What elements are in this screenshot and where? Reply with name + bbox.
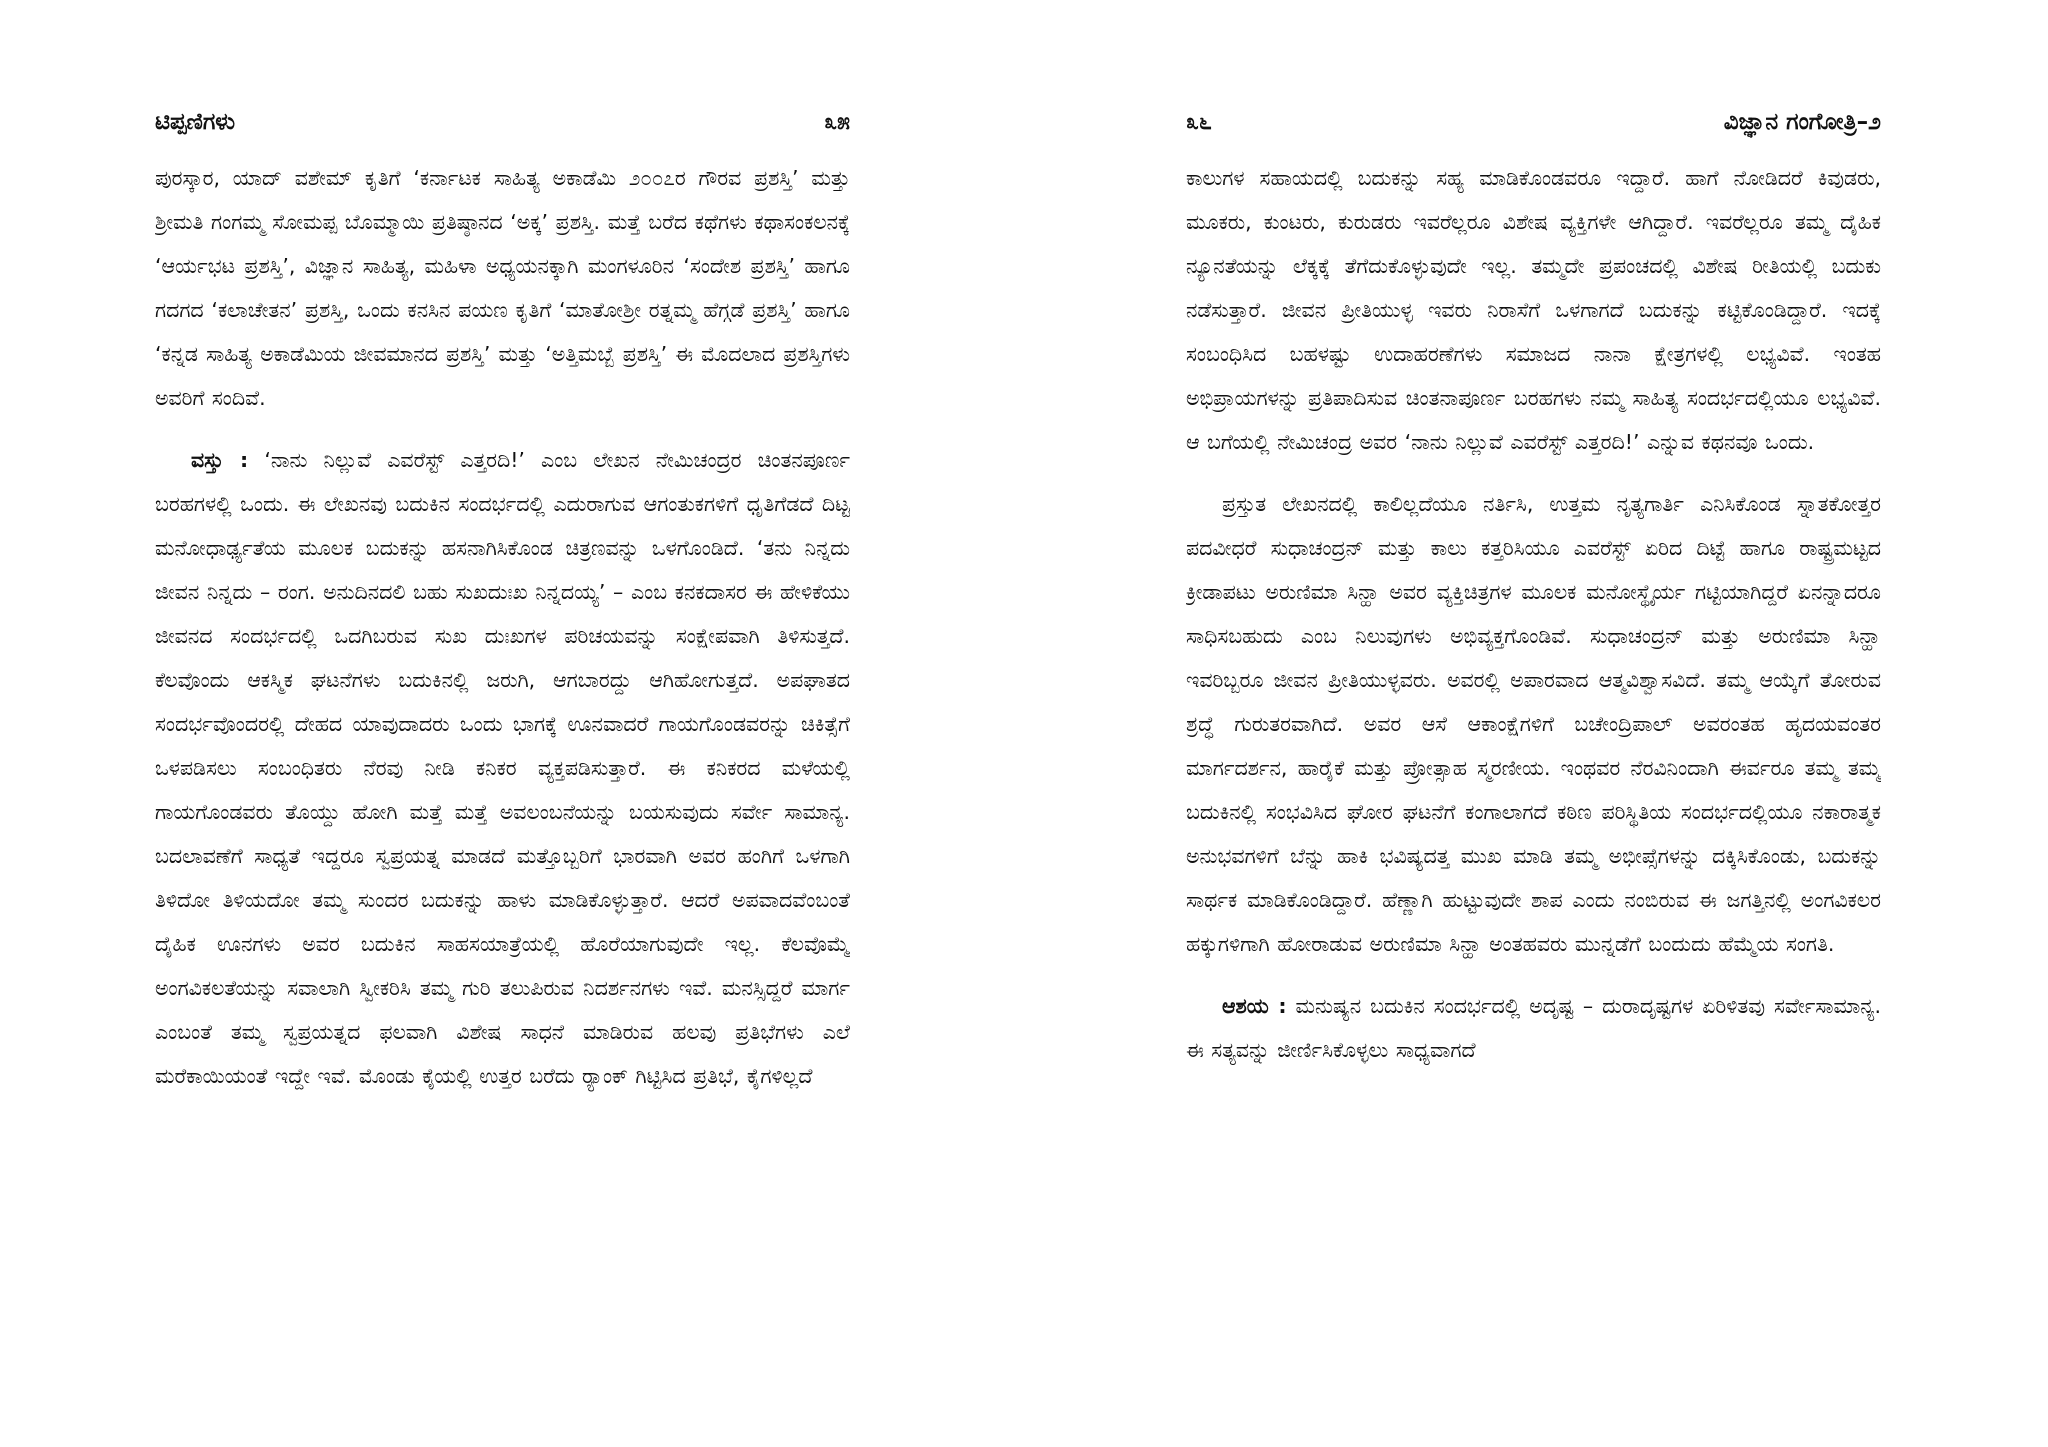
right-paragraph-3-text: ಮನುಷ್ಯನ ಬದುಕಿನ ಸಂದರ್ಭದಲ್ಲಿ ಅದೃಷ್ಟ – ದುರಾದೃಷ್ಟಗಳ ಏರಿಳಿತವು ಸರ್ವೇಸಾಮಾನ್ಯ. ಈ ಸತ್ಯವನ್ನು ಜೀರ್ಣಿಸಿಕೊಳ್ಳಲು ಸಾಧ್ಯವಾಗದೆ xyxy=(1186,994,1881,1062)
left-page xyxy=(155,104,850,1364)
right-page-number: ೩೬ xyxy=(1186,109,1212,135)
ashaya-label: ಆಶಯ : xyxy=(1222,994,1287,1018)
left-paragraph-2 xyxy=(155,438,850,1098)
vastu-label: ವಸ್ತು : xyxy=(191,448,249,472)
left-paragraph-1: ಪುರಸ್ಕಾರ, ಯಾದ್ ವಶೇಮ್ ಕೃತಿಗೆ ‘ಕರ್ನಾಟಕ ಸಾಹಿತ್ಯ ಅಕಾಡೆಮಿ ೨೦೦೭ರ ಗೌರವ ಪ್ರಶಸ್ತಿ’ ಮತ್ತು ಶ್ರೀಮತಿ ಗಂಗಮ್ಮ ಸೋಮಪ್ಪ ಬೊಮ್ಮಾಯಿ ಪ್ರತಿಷ್ಠಾನದ ‘ಅಕ್ಕ’ ಪ್ರಶಸ್ತಿ. ಮತ್ತೆ ಬರೆದ ಕಥೆಗಳು ಕಥಾಸಂಕಲನಕ್ಕೆ ‘ಆರ್ಯಭಟ ಪ್ರಶಸ್ತಿ’, ವಿಜ್ಞಾನ ಸಾಹಿತ್ಯ, ಮಹಿಳಾ ಅಧ್ಯಯನಕ್ಕಾಗಿ ಮಂಗಳೂರಿನ ‘ಸಂದೇಶ ಪ್ರಶಸ್ತಿ’ ಹಾಗೂ ಗದಗದ ‘ಕಲಾಚೇತನ’ ಪ್ರಶಸ್ತಿ, ಒಂದು ಕನಸಿನ ಪಯಣ ಕೃತಿಗೆ ‘ಮಾತೋಶ್ರೀ ರತ್ನಮ್ಮ ಹೆಗ್ಗಡೆ ಪ್ರಶಸ್ತಿ’ ಹಾಗೂ ‘ಕನ್ನಡ ಸಾಹಿತ್ಯ ಅಕಾಡೆಮಿಯ ಜೀವಮಾನದ ಪ್ರಶಸ್ತಿ’ ಮತ್ತು ‘ಅತ್ತಿಮಬ್ಬೆ ಪ್ರಶಸ್ತಿ’ ಈ ಮೊದಲಾದ ಪ್ರಶಸ್ತಿಗಳು ಅವರಿಗೆ ಸಂದಿವೆ. xyxy=(155,166,850,410)
left-page-header-title: ಟಿಪ್ಪಣಿಗಳು xyxy=(155,109,236,135)
left-paragraph-2-text: ‘ನಾನು ನಿಲ್ಲುವೆ ಎವರೆಸ್ಟ್ ಎತ್ತರದಿ!’ ಎಂಬ ಲೇಖನ ನೇಮಿಚಂದ್ರರ ಚಿಂತನಪೂರ್ಣ ಬರಹಗಳಲ್ಲಿ ಒಂದು. ಈ ಲೇಖನವು ಬದುಕಿನ ಸಂದರ್ಭದಲ್ಲಿ ಎದುರಾಗುವ ಆಗಂತುಕಗಳಿಗೆ ಧೃತಿಗೆಡದೆ ದಿಟ್ಟ ಮನೋಧಾರ್ಢ್ಯತೆಯ ಮೂಲಕ ಬದುಕನ್ನು ಹಸನಾಗಿಸಿಕೊಂಡ ಚಿತ್ರಣವನ್ನು ಒಳಗೊಂಡಿದೆ. ‘ತನು ನಿನ್ನದು ಜೀವನ ನಿನ್ನದು – ರಂಗ. ಅನುದಿನದಲಿ ಬಹು ಸುಖದುಃಖ ನಿನ್ನದಯ್ಯ’ – ಎಂಬ ಕನಕದಾಸರ ಈ ಹೇಳಿಕೆಯು ಜೀವನದ ಸಂದರ್ಭದಲ್ಲಿ ಒದಗಿಬರುವ ಸುಖ ದುಃಖಗಳ ಪರಿಚಯವನ್ನು ಸಂಕ್ಷೇಪವಾಗಿ ತಿಳಿಸುತ್ತದೆ. ಕೆಲವೊಂದು ಆಕಸ್ಮಿಕ ಘಟನೆಗಳು ಬದುಕಿನಲ್ಲಿ ಜರುಗಿ, ಆಗಬಾರದ್ದು ಆಗಿಹೋಗುತ್ತದೆ. ಅಪಘಾತದ ಸಂದರ್ಭವೊಂದರಲ್ಲಿ ದೇಹದ ಯಾವುದಾದರು ಒಂದು ಭಾಗಕ್ಕೆ ಊನವಾದರೆ ಗಾಯಗೊಂಡವರನ್ನು ಚಿಕಿತ್ಸೆಗೆ ಒಳಪಡಿಸಲು ಸಂಬಂಧಿತರು ನೆರವು ನೀಡಿ ಕನಿಕರ ವ್ಯಕ್ತಪಡಿಸುತ್ತಾರೆ. ಈ ಕನಿಕರದ ಮಳೆಯಲ್ಲಿ ಗಾಯಗೊಂಡವರು ತೊಯ್ದು ಹೋಗಿ ಮತ್ತೆ ಮತ್ತೆ ಅವಲಂಬನೆಯನ್ನು ಬಯಸುವುದು ಸರ್ವೇ ಸಾಮಾನ್ಯ. ಬದಲಾವಣೆಗೆ ಸಾಧ್ಯತೆ ಇದ್ದರೂ ಸ್ವಪ್ರಯತ್ನ ಮಾಡದೆ ಮತ್ತೊಬ್ಬರಿಗೆ ಭಾರವಾಗಿ ಅವರ ಹಂಗಿಗೆ ಒಳಗಾಗಿ ತಿಳಿದೋ ತಿಳಿಯದೋ ತಮ್ಮ ಸುಂದರ ಬದುಕನ್ನು ಹಾಳು ಮಾಡಿಕೊಳ್ಳುತ್ತಾರೆ. ಆದರೆ ಅಪವಾದವೆಂಬಂತೆ ದೈಹಿಕ ಊನಗಳು ಅವರ ಬದುಕಿನ ಸಾಹಸಯಾತ್ರೆಯಲ್ಲಿ ಹೊರೆಯಾಗುವುದೇ ಇಲ್ಲ. ಕೆಲವೊಮ್ಮೆ ಅಂಗವಿಕಲತೆಯನ್ನು ಸವಾಲಾಗಿ ಸ್ವೀಕರಿಸಿ ತಮ್ಮ ಗುರಿ ತಲುಪಿರುವ ನಿದರ್ಶನಗಳು ಇವೆ. ಮನಸ್ಸಿದ್ದರೆ ಮಾರ್ಗ ಎಂಬಂತೆ ತಮ್ಮ ಸ್ವಪ್ರಯತ್ನದ ಫಲವಾಗಿ ವಿಶೇಷ ಸಾಧನೆ ಮಾಡಿರುವ ಹಲವು ಪ್ರತಿಭೆಗಳು ಎಲೆ ಮರೆಕಾಯಿಯಂತೆ ಇದ್ದೇ ಇವೆ. ಮೊಂಡು ಕೈಯಲ್ಲಿ ಉತ್ತರ ಬರೆದು ರ್‍ಯಾಂಕ್ ಗಿಟ್ಟಿಸಿದ ಪ್ರತಿಭೆ, ಕೈಗಳಿಲ್ಲದೆ xyxy=(155,448,850,1088)
right-paragraph-2: ಪ್ರಸ್ತುತ ಲೇಖನದಲ್ಲಿ ಕಾಲಿಲ್ಲದೆಯೂ ನರ್ತಿಸಿ, ಉತ್ತಮ ನೃತ್ಯಗಾರ್ತಿ ಎನಿಸಿಕೊಂಡ ಸ್ನಾತಕೋತ್ತರ ಪದವೀಧರೆ ಸುಧಾಚಂದ್ರನ್ ಮತ್ತು ಕಾಲು ಕತ್ತರಿಸಿಯೂ ಎವರೆಸ್ಟ್ ಏರಿದ ದಿಟ್ಟೆ ಹಾಗೂ ರಾಷ್ಟ್ರಮಟ್ಟದ ಕ್ರೀಡಾಪಟು ಅರುಣಿಮಾ ಸಿನ್ಹಾ ಅವರ ವ್ಯಕ್ತಿಚಿತ್ರಗಳ ಮೂಲಕ ಮನೋಸ್ಥೈರ್ಯ ಗಟ್ಟಿಯಾಗಿದ್ದರೆ ಏನನ್ನಾದರೂ ಸಾಧಿಸಬಹುದು ಎಂಬ ನಿಲುವುಗಳು ಅಭಿವ್ಯಕ್ತಗೊಂಡಿವೆ. ಸುಧಾಚಂದ್ರನ್ ಮತ್ತು ಅರುಣಿಮಾ ಸಿನ್ಹಾ ಇವರಿಬ್ಬರೂ ಜೀವನ ಪ್ರೀತಿಯುಳ್ಳವರು. ಅವರಲ್ಲಿ ಅಪಾರವಾದ ಆತ್ಮವಿಶ್ವಾಸವಿದೆ. ತಮ್ಮ ಆಯ್ಕೆಗೆ ತೋರುವ ಶ್ರದ್ಧೆ ಗುರುತರವಾಗಿದೆ. ಅವರ ಆಸೆ ಆಕಾಂಕ್ಷೆಗಳಿಗೆ ಬಚೇಂದ್ರಿಪಾಲ್ ಅವರಂತಹ ಹೃದಯವಂತರ ಮಾರ್ಗದರ್ಶನ, ಹಾರೈಕೆ ಮತ್ತು ಪ್ರೋತ್ಸಾಹ ಸ್ಮರಣೀಯ. ಇಂಥವರ ನೆರವಿನಿಂದಾಗಿ ಈರ್ವರೂ ತಮ್ಮ ತಮ್ಮ ಬದುಕಿನಲ್ಲಿ ಸಂಭವಿಸಿದ ಘೋರ ಘಟನೆಗೆ ಕಂಗಾಲಾಗದೆ ಕಠಿಣ ಪರಿಸ್ಥಿತಿಯ ಸಂದರ್ಭದಲ್ಲಿಯೂ ನಕಾರಾತ್ಮಕ ಅನುಭವಗಳಿಗೆ ಬೆನ್ನು ಹಾಕಿ ಭವಿಷ್ಯದತ್ತ ಮುಖ ಮಾಡಿ ತಮ್ಮ ಅಭೀಪ್ಸೆಗಳನ್ನು ದಕ್ಕಿಸಿಕೊಂಡು, ಬದುಕನ್ನು ಸಾರ್ಥಕ ಮಾಡಿಕೊಂಡಿದ್ದಾರೆ. ಹೆಣ್ಣಾಗಿ ಹುಟ್ಟುವುದೇ ಶಾಪ ಎಂದು ನಂಬಿರುವ ಈ ಜಗತ್ತಿನಲ್ಲಿ ಅಂಗವಿಕಲರ ಹಕ್ಕುಗಳಿಗಾಗಿ ಹೋರಾಡುವ ಅರುಣಿಮಾ ಸಿನ್ಹಾ ಅಂತಹವರು ಮುನ್ನಡೆಗೆ ಬಂದುದು ಹೆಮ್ಮೆಯ ಸಂಗತಿ. xyxy=(1186,492,1881,956)
right-page-body xyxy=(1186,156,1881,1072)
left-page-number: ೩೫ xyxy=(824,109,850,135)
right-running-head xyxy=(1186,104,1881,140)
right-paragraph-1: ಕಾಲುಗಳ ಸಹಾಯದಲ್ಲಿ ಬದುಕನ್ನು ಸಹ್ಯ ಮಾಡಿಕೊಂಡವರೂ ಇದ್ದಾರೆ. ಹಾಗೆ ನೋಡಿದರೆ ಕಿವುಡರು, ಮೂಕರು, ಕುಂಟರು, ಕುರುಡರು ಇವರೆಲ್ಲರೂ ವಿಶೇಷ ವ್ಯಕ್ತಿಗಳೇ ಆಗಿದ್ದಾರೆ. ಇವರೆಲ್ಲರೂ ತಮ್ಮ ದೈಹಿಕ ನ್ಯೂನತೆಯನ್ನು ಲೆಕ್ಕಕ್ಕೆ ತೆಗೆದುಕೊಳ್ಳುವುದೇ ಇಲ್ಲ. ತಮ್ಮದೇ ಪ್ರಪಂಚದಲ್ಲಿ ವಿಶೇಷ ರೀತಿಯಲ್ಲಿ ಬದುಕು ನಡೆಸುತ್ತಾರೆ. ಜೀವನ ಪ್ರೀತಿಯುಳ್ಳ ಇವರು ನಿರಾಸೆಗೆ ಒಳಗಾಗದೆ ಬದುಕನ್ನು ಕಟ್ಟಿಕೊಂಡಿದ್ದಾರೆ. ಇದಕ್ಕೆ ಸಂಬಂಧಿಸಿದ ಬಹಳಷ್ಟು ಉದಾಹರಣೆಗಳು ಸಮಾಜದ ನಾನಾ ಕ್ಷೇತ್ರಗಳಲ್ಲಿ ಲಭ್ಯವಿವೆ. ಇಂತಹ ಅಭಿಪ್ರಾಯಗಳನ್ನು ಪ್ರತಿಪಾದಿಸುವ ಚಿಂತನಾಪೂರ್ಣ ಬರಹಗಳು ನಮ್ಮ ಸಾಹಿತ್ಯ ಸಂದರ್ಭದಲ್ಲಿಯೂ ಲಭ್ಯವಿವೆ. ಆ ಬಗೆಯಲ್ಲಿ ನೇಮಿಚಂದ್ರ ಅವರ ‘ನಾನು ನಿಲ್ಲುವೆ ಎವರೆಸ್ಟ್ ಎತ್ತರದಿ!’ ಎನ್ನುವ ಕಥನವೂ ಒಂದು. xyxy=(1186,166,1881,454)
right-page-header-title: ವಿಜ್ಞಾನ ಗಂಗೋತ್ರಿ–೨ xyxy=(1723,109,1881,135)
right-page xyxy=(1186,104,1881,1364)
right-paragraph-3 xyxy=(1186,984,1881,1072)
left-page-body xyxy=(155,156,850,1098)
left-running-head xyxy=(155,104,850,140)
